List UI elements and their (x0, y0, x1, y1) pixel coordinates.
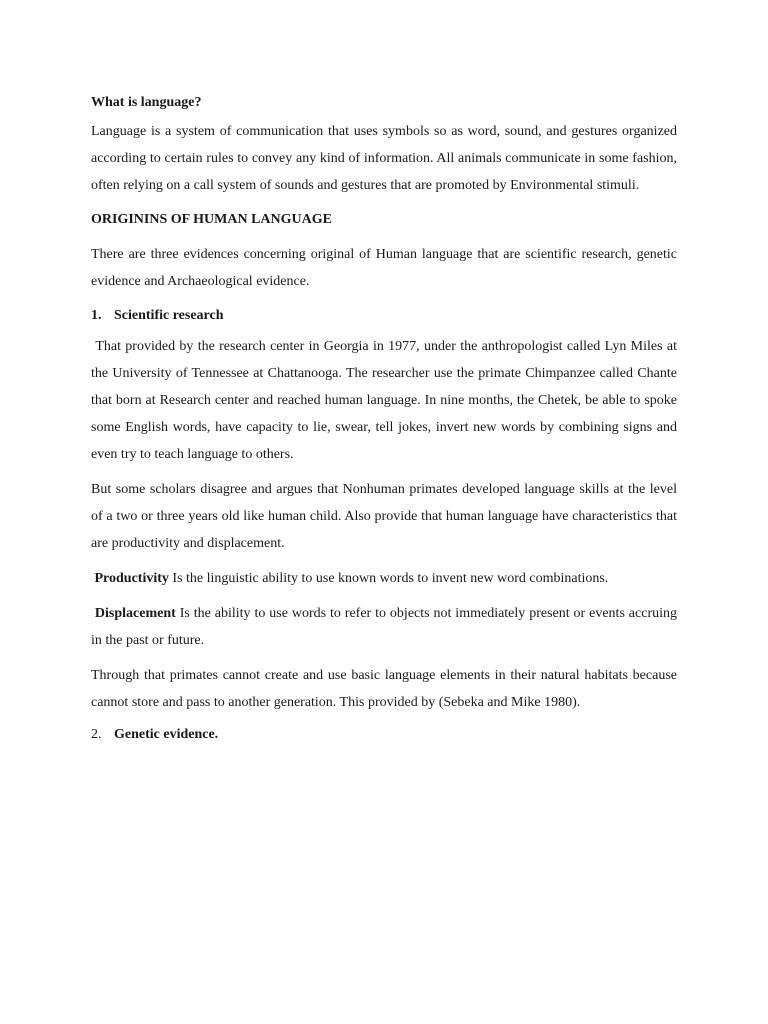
paragraph-three-evidences: There are three evidences concerning original of Human language that are scientific research, genetic evidence and Archaeological evidence. (91, 247, 677, 289)
section-heading-genetic-evidence (91, 724, 677, 746)
term-productivity: Productivity (94, 571, 169, 586)
paragraph-productivity (91, 565, 677, 592)
paragraph-scholars-disagree: But some scholars disagree and argues that Nonhuman primates developed language skills at the level of a two or three years old like human child. Also provide that human language have characteristics that are productivity and displacement. (91, 482, 677, 551)
paragraph-research-center: That provided by the research center in Georgia in 1977, under the anthropologist called Lyn Miles at the University of Tennessee at Chattanooga. The researcher use the primate Chimpanzee called Chante that born at Research center and reached human language. In nine months, the Chetek, be able to spoke some English words, have capacity to lie, swear, tell jokes, invert new words by combining signs and even try to teach language to others. (91, 339, 677, 462)
heading-what-is-language: What is language? (91, 95, 202, 110)
term-displacement: Displacement (94, 606, 176, 621)
section-number: 1. (91, 308, 102, 323)
document-body (91, 92, 677, 752)
section-heading-scientific-research (91, 305, 677, 327)
paragraph-language-definition: Language is a system of communication that uses symbols so as word, sound, and gestures organized according to certain rules to convey any kind of information. All animals communicate in some fashion, often relying on a call system of sounds and gestures that are promoted by Environmental stimuli. (91, 124, 677, 193)
heading-origins-of-human-language: ORIGININS OF HUMAN LANGUAGE (91, 212, 332, 227)
section-number: 2. (91, 727, 102, 742)
definition-displacement: Is the ability to use words to refer to objects not immediately present or events accruing in the past or future. (91, 606, 677, 648)
paragraph-primates-cannot: Through that primates cannot create and use basic language elements in their natural habitats because cannot store and pass to another generation. This provided by (Sebeka and Mike 1980). (91, 668, 677, 710)
section-title: Scientific research (114, 308, 224, 323)
section-title: Genetic evidence. (114, 727, 219, 742)
definition-productivity: Is the linguistic ability to use known words to invent new word combinations. (168, 571, 609, 586)
paragraph-displacement (91, 600, 677, 654)
